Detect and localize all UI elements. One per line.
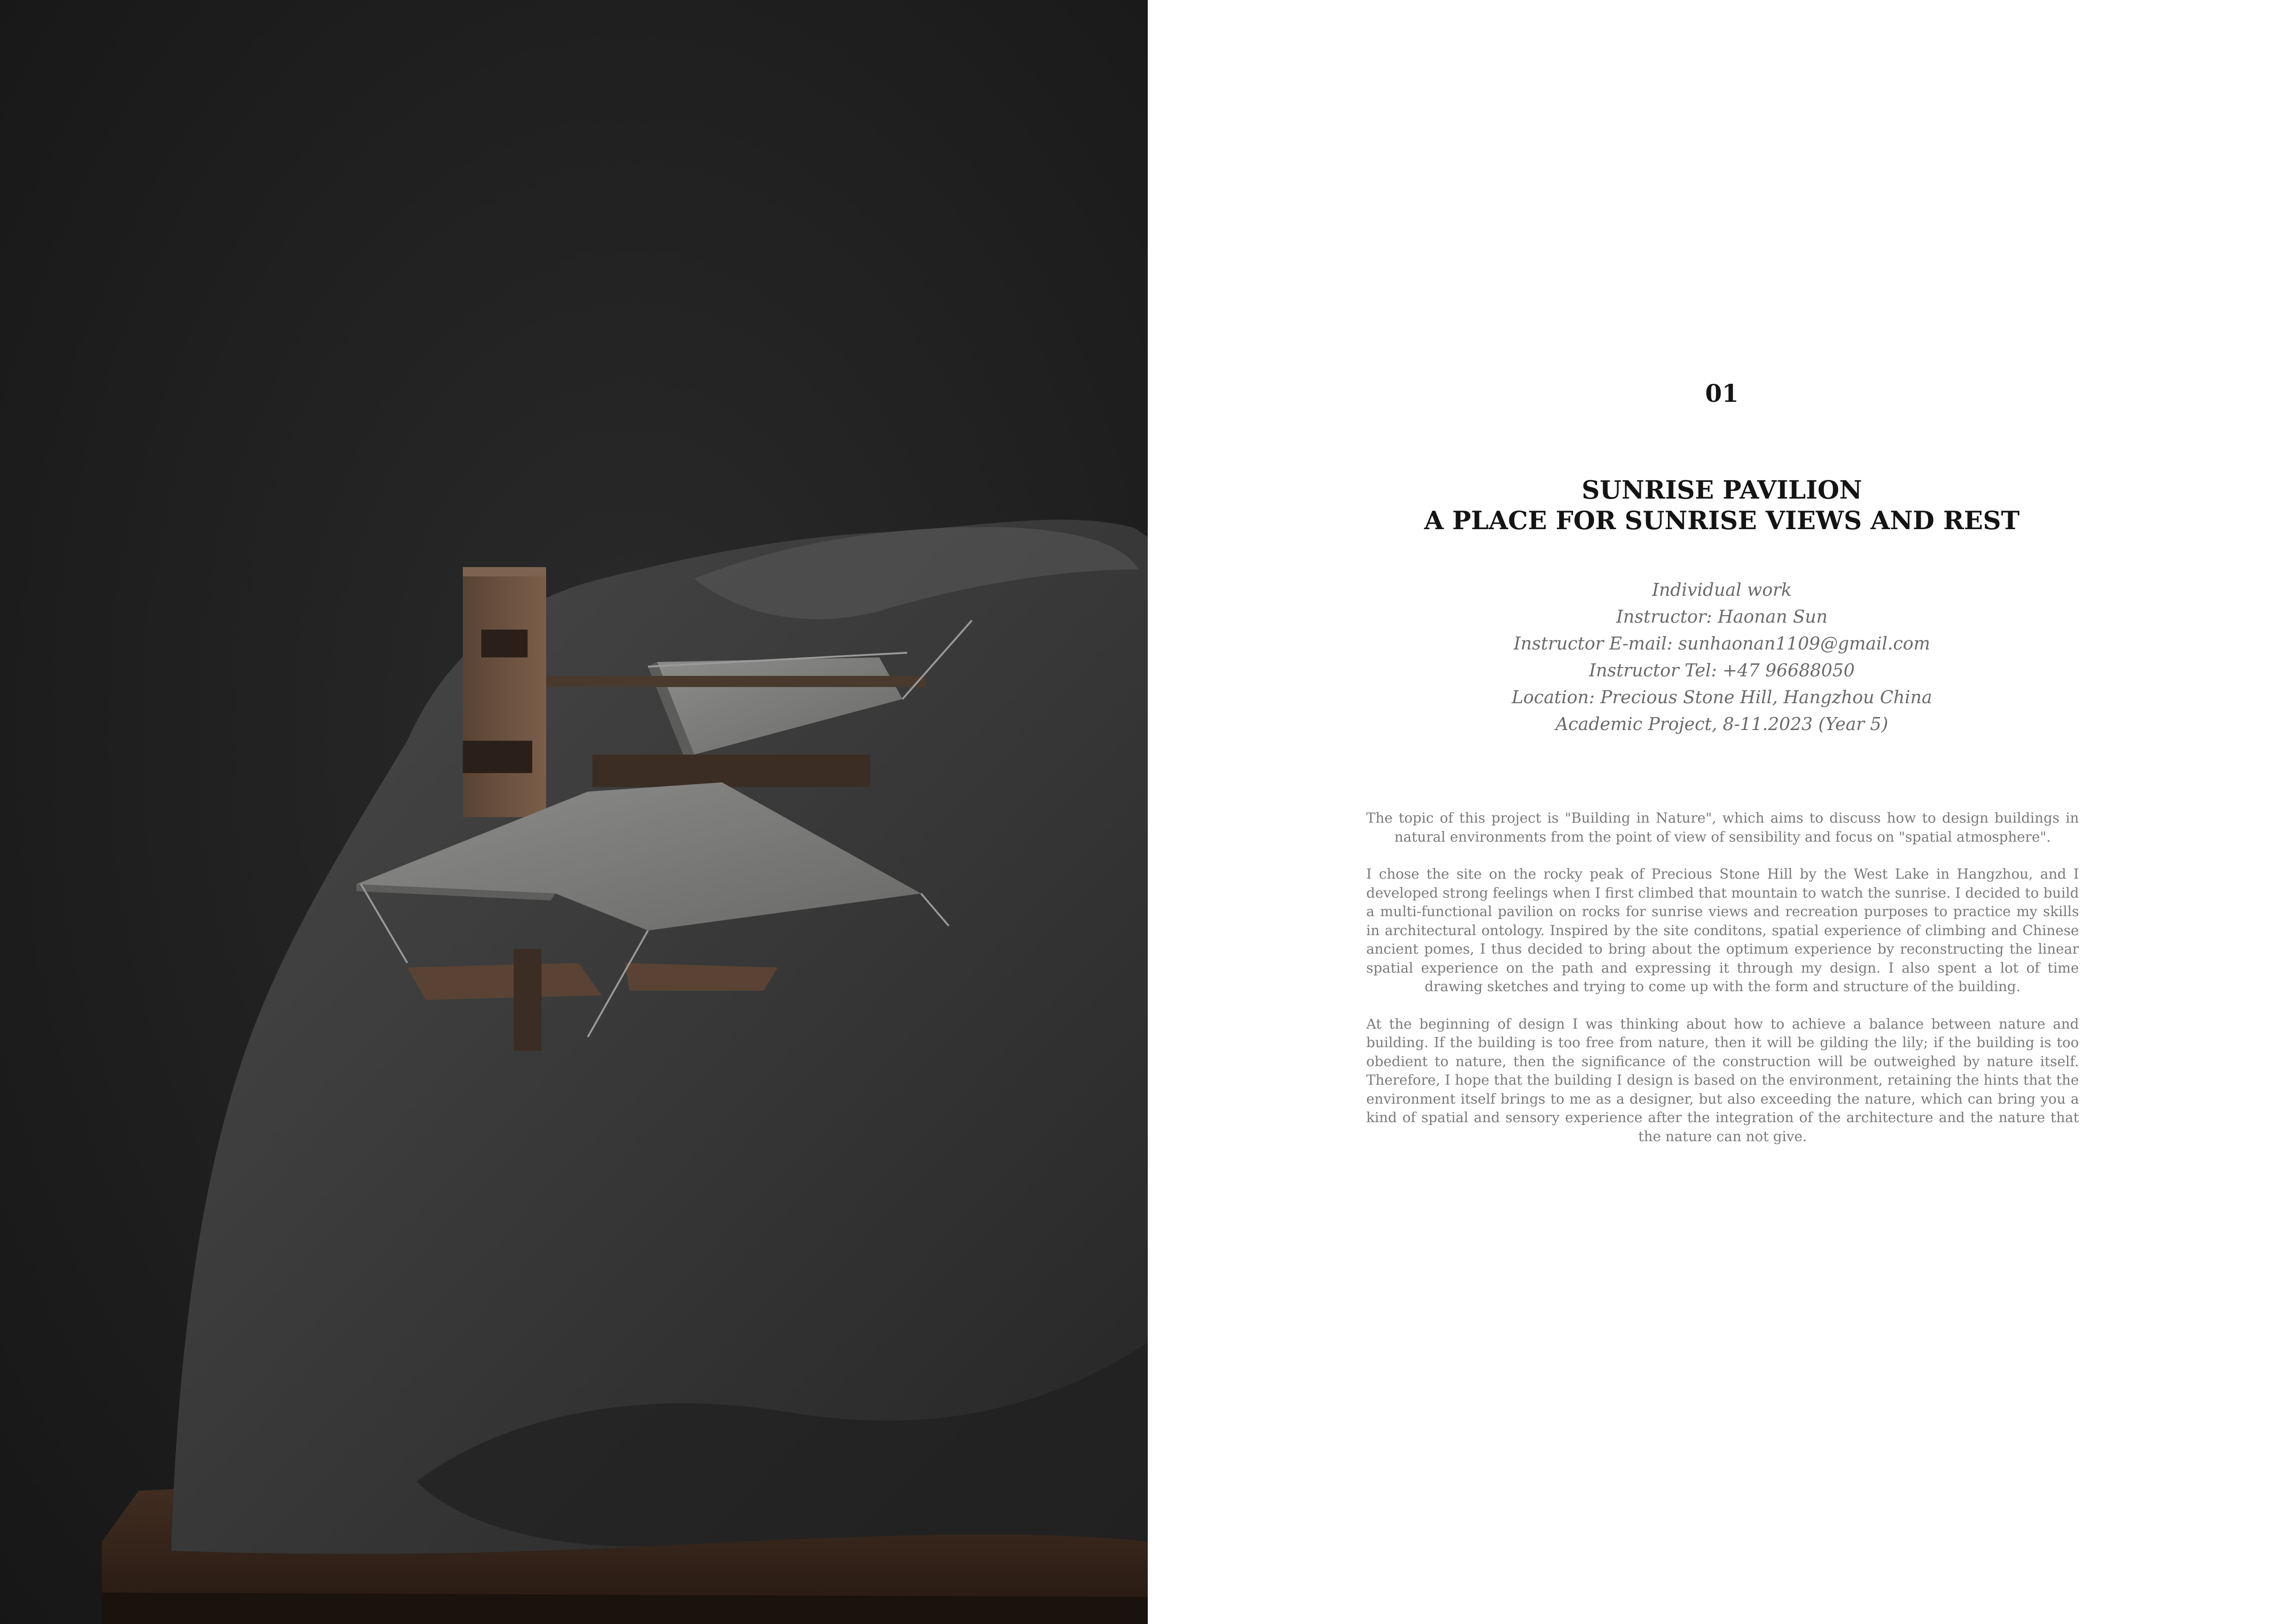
instructor-name: Instructor: Haonan Sun	[1616, 606, 1828, 627]
instructor-email: Instructor E-mail: sunhaonan1109@gmail.com	[1513, 633, 1930, 654]
tower-balcony	[463, 741, 532, 773]
description-paragraph-3: At the beginning of design I was thinking about how to achieve a balance between nature and building. If the building is too free from nature, then it will be gilding the lily; if the building is too obedient to nature, then the significance of the construction will be outweighed by nature itself. Therefore, I hope that the building I design is based on the environment, retaining the hints that the environment itself brings to me as a designer, but also exceeding the nature, which can bring you a kind of spatial and sensory experience after the integration of the architecture and the nature that the nature can not give.	[1366, 1016, 2079, 1145]
text-page	[1148, 0, 2296, 1624]
project-location: Location: Precious Stone Hill, Hangzhou China	[1512, 687, 1932, 707]
lower-deck	[407, 963, 602, 1000]
project-meta	[1148, 576, 2296, 737]
work-type: Individual work	[1652, 580, 1792, 600]
upper-deck	[546, 676, 926, 687]
project-number: 01	[1705, 380, 1739, 408]
title-line-1: SUNRISE PAVILION	[1581, 475, 1862, 505]
instructor-tel: Instructor Tel: +47 96688050	[1589, 660, 1855, 681]
support-column	[514, 949, 541, 1051]
description-paragraph-2: I chose the site on the rocky peak of Precious Stone Hill by the West Lake in Hangzhou, and I developed strong feelings when I first climbed that mountain to watch the sunrise. I decided to build a multi-functional pavilion on rocks for sunrise views and recreation purposes to practice my skills in architectural ontology. Inspired by the site conditons, spatial experience of climbing and Chinese ancient pomes, I thus decided to bring about the optimum experience by reconstructing the linear spatial experience on the path and expressing it through my design. I also spent a lot of time drawing sketches and trying to come up with the form and structure of the building.	[1366, 866, 2079, 995]
middle-structure	[592, 755, 870, 787]
timber-tower	[463, 567, 546, 817]
tower-top	[463, 567, 546, 576]
side-deck	[625, 963, 778, 991]
project-description	[1366, 809, 2079, 1165]
plinth-edge	[102, 1593, 1148, 1624]
project-title	[1148, 475, 2296, 536]
description-paragraph-1: The topic of this project is "Building in Nature", which aims to discuss how to design buildings in natural environments from the point of view of sensibility and focus on "spatial atmosphere".	[1366, 810, 2079, 845]
tower-opening	[481, 630, 528, 657]
academic-info: Academic Project, 8-11.2023 (Year 5)	[1556, 714, 1888, 734]
title-line-2: A PLACE FOR SUNRISE VIEWS AND REST	[1424, 506, 2020, 535]
